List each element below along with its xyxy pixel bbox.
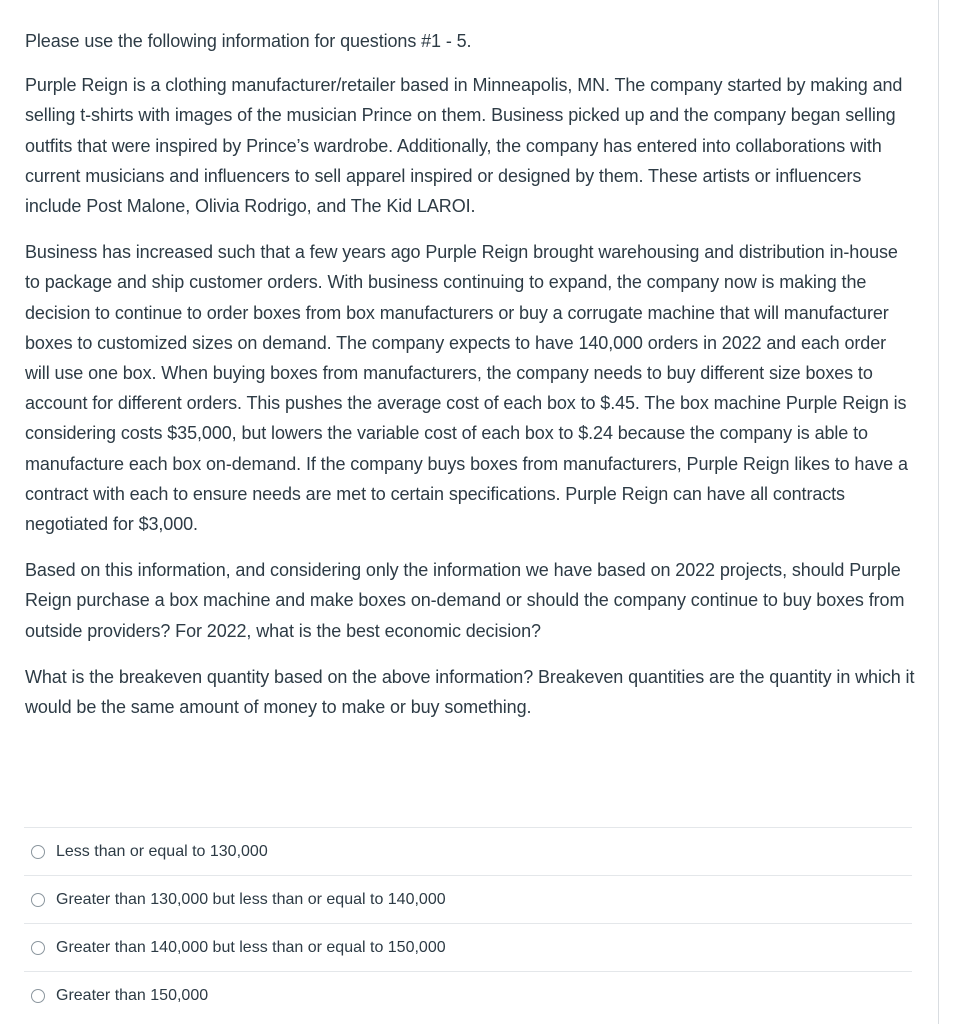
question-paragraph-scenario: Business has increased such that a few years ago Purple Reign brought warehousing and distribution in-house to package and ship customer orders. With business continuing to expand, the company now is making the decision to continue to order boxes from box manufacturers or buy a corrugate machine that will manufacturer boxes to customized sizes on demand. The company expects to have 140,000 orders in 2022 and each order will use one box. When buying boxes from manufacturers, the company needs to buy different size boxes to account for different orders. This pushes the average cost of each box to $.45. The box machine Purple Reign is considering costs $35,000, but lowers the variable cost of each box to $.24 because the company is able to manufacture each box on-demand. If the company buys boxes from manufacturers, Purple Reign likes to have a contract with each to ensure needs are met to certain specifications. Purple Reign can have all contracts negotiated for $3,000.	[25, 242, 908, 535]
question-intro: Please use the following information for questions #1 - 5.	[25, 31, 472, 51]
answer-option[interactable]	[24, 828, 912, 876]
radio-button[interactable]	[31, 845, 45, 859]
question-text	[25, 26, 915, 738]
answer-options	[24, 827, 912, 1019]
answer-label: Greater than 150,000	[56, 986, 209, 1004]
radio-button[interactable]	[31, 989, 45, 1003]
question-paragraph-breakeven: What is the breakeven quantity based on the above information? Breakeven quantities are the quantity in which it would be the same amount of money to make or buy something.	[25, 666, 915, 718]
content-right-border	[938, 0, 939, 1024]
radio-button[interactable]	[31, 941, 45, 955]
answer-option[interactable]	[24, 876, 912, 924]
answer-label: Greater than 140,000 but less than or equal to 150,000	[56, 938, 446, 956]
question-paragraph-background: Purple Reign is a clothing manufacturer/retailer based in Minneapolis, MN. The company started by making and selling t-shirts with images of the musician Prince on them. Business picked up and the company began selling outfits that were inspired by Prince’s wardrobe. Additionally, the company has entered into collaborations with current musicians and influencers to sell apparel inspired or designed by them. These artists or influencers include Post Malone, Olivia Rodrigo, and The Kid LAROI.	[25, 75, 903, 217]
question-paragraph-decision: Based on this information, and considering only the information we have based on 2022 projects, should Purple Reign purchase a box machine and make boxes on-demand or should the company continue to buy boxes from outside providers? For 2022, what is the best economic decision?	[25, 560, 905, 641]
answer-option[interactable]	[24, 924, 912, 972]
answer-label: Less than or equal to 130,000	[56, 842, 268, 860]
radio-button[interactable]	[31, 893, 45, 907]
answer-option[interactable]	[24, 972, 912, 1019]
answer-label: Greater than 130,000 but less than or equal to 140,000	[56, 890, 446, 908]
